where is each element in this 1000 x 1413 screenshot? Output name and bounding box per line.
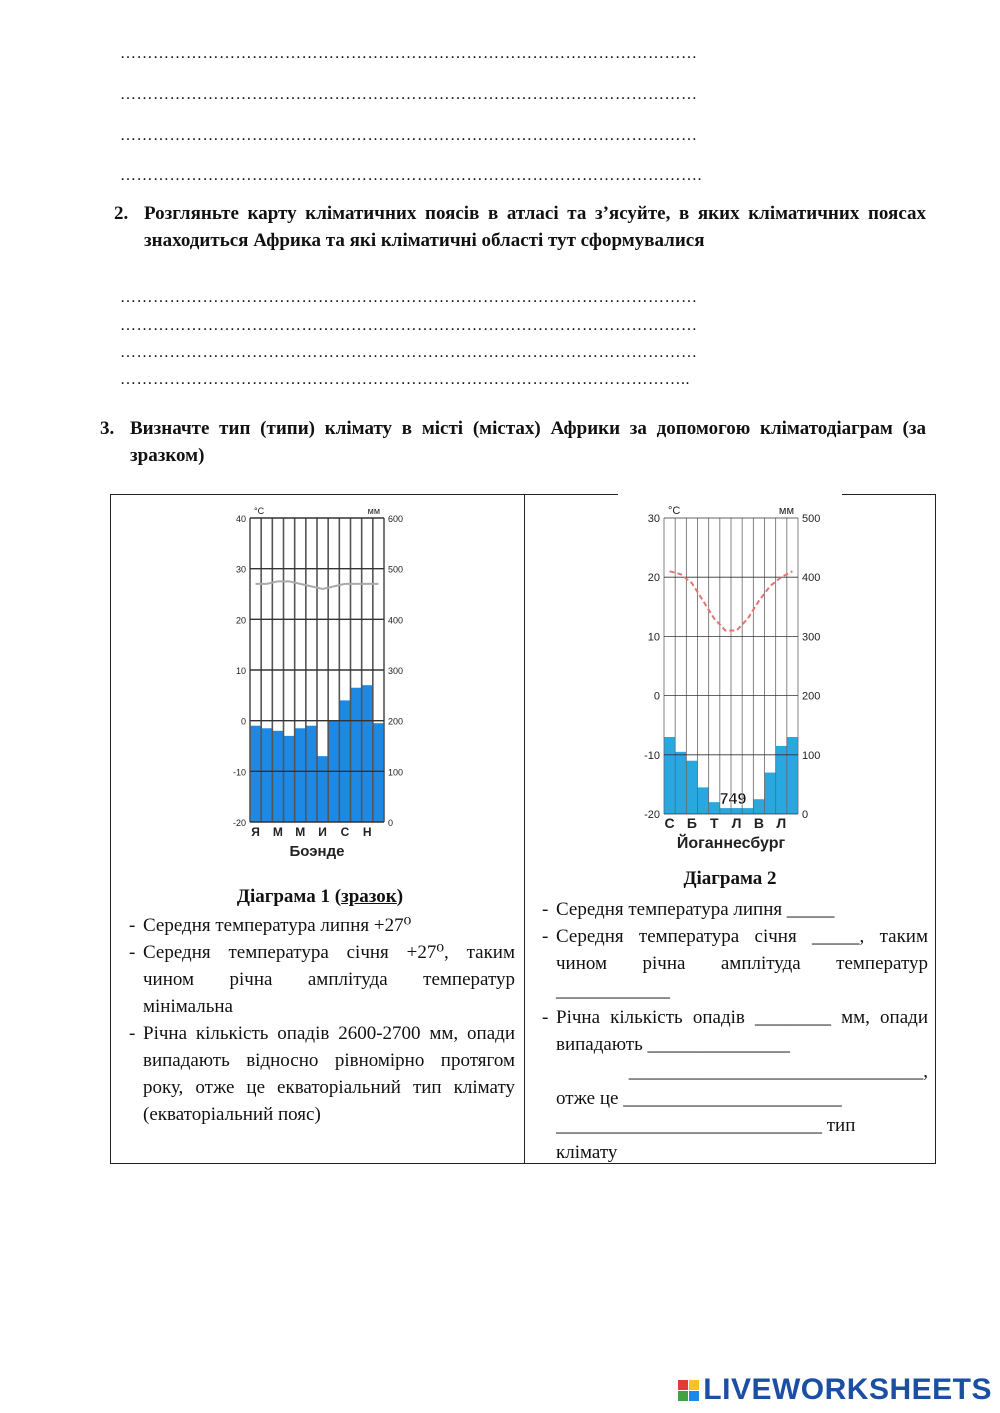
answer-line[interactable]: …………………………………………………………………………………………… — [120, 86, 698, 103]
y-tick-label-temp: 0 — [240, 716, 246, 727]
precip-bar — [742, 808, 753, 814]
chart-title: Боэнде — [289, 843, 345, 860]
precip-bar — [765, 773, 776, 814]
diagram-1-bullet: - Середня температура січня +27⁰, таким чином річна амплітуда температур мінімальна — [129, 942, 515, 1017]
y-tick-label-precip: 100 — [802, 749, 821, 762]
y-tick-label-precip: 0 — [802, 809, 809, 821]
y-tick-label-temp: 20 — [647, 572, 660, 585]
precip-bar — [686, 761, 697, 814]
y-tick-label-temp: -10 — [232, 767, 246, 778]
logo-text: LIVEWORKSHEETS — [703, 1373, 992, 1406]
y-tick-label-temp: -10 — [644, 749, 660, 762]
precip-bar — [317, 756, 328, 822]
table-border-gap — [618, 488, 842, 498]
diagram-2-blank[interactable]: ____________________________ тип — [556, 1115, 856, 1136]
task-2-text: Розгляньте карту кліматичних поясів в атласі та з’ясуйте, в яких кліматичних поясах знаходиться Африка та які кліматичні області тут сформувалися — [144, 203, 926, 251]
answer-line[interactable]: …………………………………………………………………………………………… — [120, 289, 698, 306]
precip-bar — [709, 802, 720, 814]
logo-icon — [678, 1380, 699, 1401]
y-tick-label-temp: 0 — [653, 690, 660, 703]
diagram-1-title-prefix: Діаграма 1 ( — [236, 886, 342, 907]
diagram-1-title — [200, 886, 440, 908]
y-tick-label-temp: 30 — [647, 513, 660, 525]
y-tick-label-precip: 400 — [802, 572, 821, 585]
liveworksheets-logo — [678, 1373, 992, 1407]
y-tick-label-precip: 200 — [802, 690, 821, 703]
diagram-2-july-temp[interactable]: Середня температура липня _____ — [556, 899, 835, 920]
task-3-number: 3. — [100, 418, 115, 439]
y-tick-label-precip: 500 — [802, 513, 821, 525]
precip-bar — [787, 737, 798, 814]
x-tick-label: М — [272, 825, 283, 839]
diagram-1-bullet-text: Середня температура липня +27⁰ — [143, 915, 412, 936]
x-tick-label: Н — [362, 825, 372, 839]
task-3 — [100, 415, 926, 469]
diagram-1-bullet-text: Річна кількість опадів 2600-2700 мм, опади випадають відносно рівномірно протягом року, отже це екваторіальний тип клімату (екваторіальний пояс) — [143, 1023, 515, 1125]
table-divider — [524, 495, 525, 1163]
x-tick-label: Б — [686, 815, 697, 831]
y-axis-label-temp: °C — [668, 505, 681, 517]
diagram-2-blank: клімату — [556, 1142, 618, 1163]
y-tick-label-temp: 30 — [235, 564, 246, 575]
y-tick-label-temp: 10 — [647, 631, 660, 644]
precip-bar — [776, 746, 787, 814]
y-tick-label-precip: 300 — [388, 666, 404, 676]
y-axis-label-precip: мм — [778, 505, 794, 517]
answer-line[interactable]: ……………………………………………………………………………………………. — [120, 167, 702, 184]
precip-bar — [306, 726, 317, 822]
climate-chart-boende — [218, 498, 418, 860]
y-tick-label-precip: 200 — [388, 716, 404, 727]
diagram-1-bullet-text: Середня температура січня +27⁰, таким чином річна амплітуда температур мінімальна — [143, 942, 515, 1017]
total-precip-label: 749 — [719, 791, 747, 808]
precip-bar — [351, 688, 362, 822]
y-tick-label-precip: 400 — [388, 615, 404, 626]
precip-bar — [272, 731, 283, 822]
x-tick-label: И — [318, 825, 327, 839]
diagram-1-title-link: зразок — [341, 886, 397, 907]
diagram-2-title: Діаграма 2 — [683, 868, 777, 889]
precip-bar — [261, 728, 272, 822]
x-tick-label: Л — [731, 815, 742, 831]
diagram-2-blank[interactable]: отже це _______________________ — [556, 1088, 842, 1109]
y-tick-label-precip: 100 — [388, 767, 404, 778]
diagram-2-bullet: - Середня температура січня _____, таким чином річна амплітуда температур ____________ — [542, 926, 928, 1001]
x-tick-label: Т — [709, 815, 719, 831]
precip-bar — [698, 787, 709, 814]
precip-bar — [250, 726, 261, 822]
diagram-2-bullet: - Річна кількість опадів ________ мм, опади випадають _______________ — [542, 1007, 928, 1055]
diagram-2-precip[interactable]: Річна кількість опадів ________ мм, опади випадають _______________ — [556, 1007, 928, 1055]
precip-bar — [731, 808, 742, 814]
precip-bar — [284, 736, 295, 822]
precip-bar — [675, 752, 686, 814]
climate-chart-johannesburg — [640, 498, 830, 868]
answer-line[interactable]: …………………………………………………………………………………………… — [120, 45, 698, 62]
diagram-2-january-temp[interactable]: Середня температура січня _____, таким чином річна амплітуда температур ____________ — [556, 926, 928, 1001]
chart-title: Йоганнесбург — [676, 835, 786, 852]
diagram-1-bullet: - Річна кількість опадів 2600-2700 мм, опади випадають відносно рівномірно протягом року, отже це екваторіальний тип клімату (екваторіальний пояс) — [129, 1023, 515, 1125]
diagram-2-bullet: - Середня температура липня _____ — [542, 899, 835, 920]
y-tick-label-temp: 20 — [235, 615, 246, 626]
answer-line[interactable]: …………………………………………………………………………………………… — [120, 317, 698, 334]
y-tick-label-precip: 600 — [388, 514, 404, 524]
answer-line[interactable]: …………………………………………………………………………………………… — [120, 127, 698, 144]
precip-bar — [339, 700, 350, 822]
x-tick-label: С — [664, 815, 675, 831]
precip-bar — [295, 728, 306, 822]
x-tick-label: М — [295, 825, 306, 839]
answer-line[interactable]: …………………………………………………………………………………………… — [120, 344, 698, 361]
precip-bar — [373, 723, 384, 822]
y-tick-label-precip: 500 — [388, 564, 404, 575]
y-axis-label-precip: мм — [367, 506, 380, 516]
precip-bar — [753, 799, 764, 814]
task-2-number: 2. — [114, 203, 129, 224]
x-tick-label: Л — [776, 815, 787, 831]
diagram-2-blank[interactable]: _______________________________, — [628, 1061, 928, 1082]
diagram-1-bullet: - Середня температура липня +27⁰ — [129, 915, 412, 936]
precip-bar — [720, 808, 731, 814]
y-tick-label-temp: 10 — [235, 666, 246, 676]
precip-bar — [362, 685, 373, 822]
answer-line[interactable]: ………………………………………………………………………………………….. — [120, 371, 690, 388]
precip-bar — [664, 737, 675, 814]
x-tick-label: В — [753, 815, 764, 831]
y-tick-label-precip: 0 — [388, 818, 394, 828]
y-tick-label-temp: -20 — [644, 809, 660, 821]
diagram-1-title-suffix: ) — [396, 886, 404, 907]
task-2 — [114, 200, 926, 254]
y-tick-label-temp: -20 — [232, 818, 246, 828]
task-3-text: Визначте тип (типи) клімату в місті (містах) Африки за допомогою кліматодіаграм (за зразком) — [130, 418, 926, 466]
y-tick-label-temp: 40 — [235, 514, 246, 524]
x-tick-label: С — [340, 825, 350, 839]
y-tick-label-precip: 300 — [802, 631, 821, 644]
x-tick-label: Я — [251, 825, 260, 839]
y-axis-label-temp: °C — [254, 506, 265, 516]
